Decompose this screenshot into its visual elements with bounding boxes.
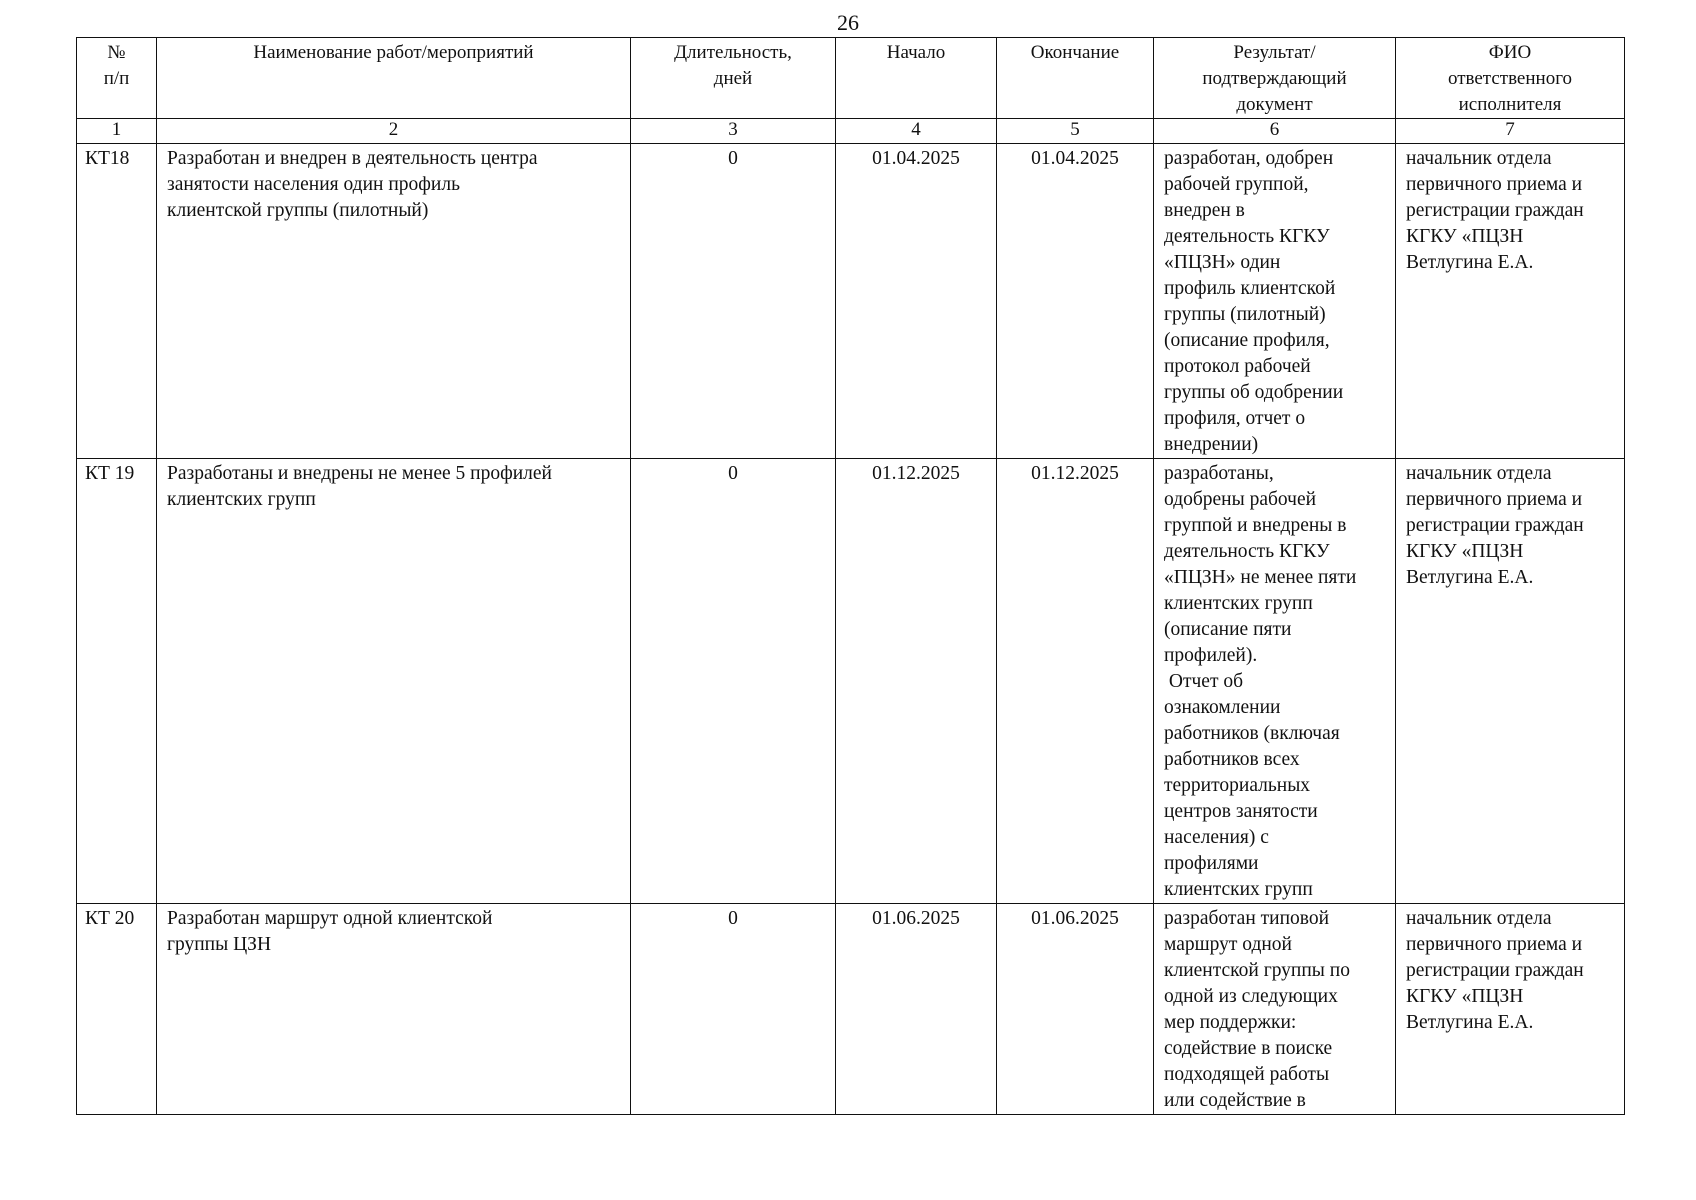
row-end-date: 01.04.2025 <box>997 144 1154 459</box>
table-row <box>77 144 1625 459</box>
header-result: Результат/ подтверждающий документ <box>1154 38 1396 119</box>
header-responsible: ФИО ответственного исполнителя <box>1396 38 1625 119</box>
column-number: 4 <box>836 119 997 144</box>
header-duration: Длительность, дней <box>631 38 836 119</box>
row-start-date: 01.06.2025 <box>836 904 997 1115</box>
page-number: 26 <box>837 10 859 35</box>
row-name: Разработан и внедрен в деятельность центра занятости населения один профиль клиентской группы (пилотный) <box>157 144 631 459</box>
row-result: разработаны, одобрены рабочей группой и внедрены в деятельность КГКУ «ПЦЗН» не менее пяти клиентских групп (описание пяти профилей). Отчет об ознакомлении работников (включая работников всех территориальных центров занятости населения) с профилями клиентских групп <box>1154 459 1396 904</box>
column-number: 1 <box>77 119 157 144</box>
row-name: Разработан маршрут одной клиентской группы ЦЗН <box>157 904 631 1115</box>
row-result: разработан типовой маршрут одной клиентской группы по одной из следующих мер поддержки: содействие в поиске подходящей работы или содействие в <box>1154 904 1396 1115</box>
row-start-date: 01.12.2025 <box>836 459 997 904</box>
column-number: 2 <box>157 119 631 144</box>
row-result: разработан, одобрен рабочей группой, внедрен в деятельность КГКУ «ПЦЗН» один профиль клиентской группы (пилотный) (описание профиля, протокол рабочей группы об одобрении профиля, отчет о внедрении) <box>1154 144 1396 459</box>
column-number: 7 <box>1396 119 1625 144</box>
column-number: 6 <box>1154 119 1396 144</box>
table-row <box>77 459 1625 904</box>
row-responsible: начальник отдела первичного приема и регистрации граждан КГКУ «ПЦЗН Ветлугина Е.А. <box>1396 459 1625 904</box>
row-end-date: 01.06.2025 <box>997 904 1154 1115</box>
row-duration: 0 <box>631 904 836 1115</box>
row-duration: 0 <box>631 144 836 459</box>
header-start: Начало <box>836 38 997 119</box>
column-number: 3 <box>631 119 836 144</box>
column-number-row <box>77 119 1625 144</box>
row-id: КТ 20 <box>77 904 157 1115</box>
column-number: 5 <box>997 119 1154 144</box>
row-start-date: 01.04.2025 <box>836 144 997 459</box>
row-id: КТ 19 <box>77 459 157 904</box>
row-name: Разработаны и внедрены не менее 5 профилей клиентских групп <box>157 459 631 904</box>
row-responsible: начальник отдела первичного приема и регистрации граждан КГКУ «ПЦЗН Ветлугина Е.А. <box>1396 144 1625 459</box>
header-number: № п/п <box>77 38 157 119</box>
table-row <box>77 904 1625 1115</box>
row-end-date: 01.12.2025 <box>997 459 1154 904</box>
header-end: Окончание <box>997 38 1154 119</box>
row-id: КТ18 <box>77 144 157 459</box>
header-row <box>77 38 1625 119</box>
row-responsible: начальник отдела первичного приема и регистрации граждан КГКУ «ПЦЗН Ветлугина Е.А. <box>1396 904 1625 1115</box>
header-work-name: Наименование работ/мероприятий <box>157 38 631 119</box>
row-duration: 0 <box>631 459 836 904</box>
work-plan-table <box>76 37 1625 1115</box>
